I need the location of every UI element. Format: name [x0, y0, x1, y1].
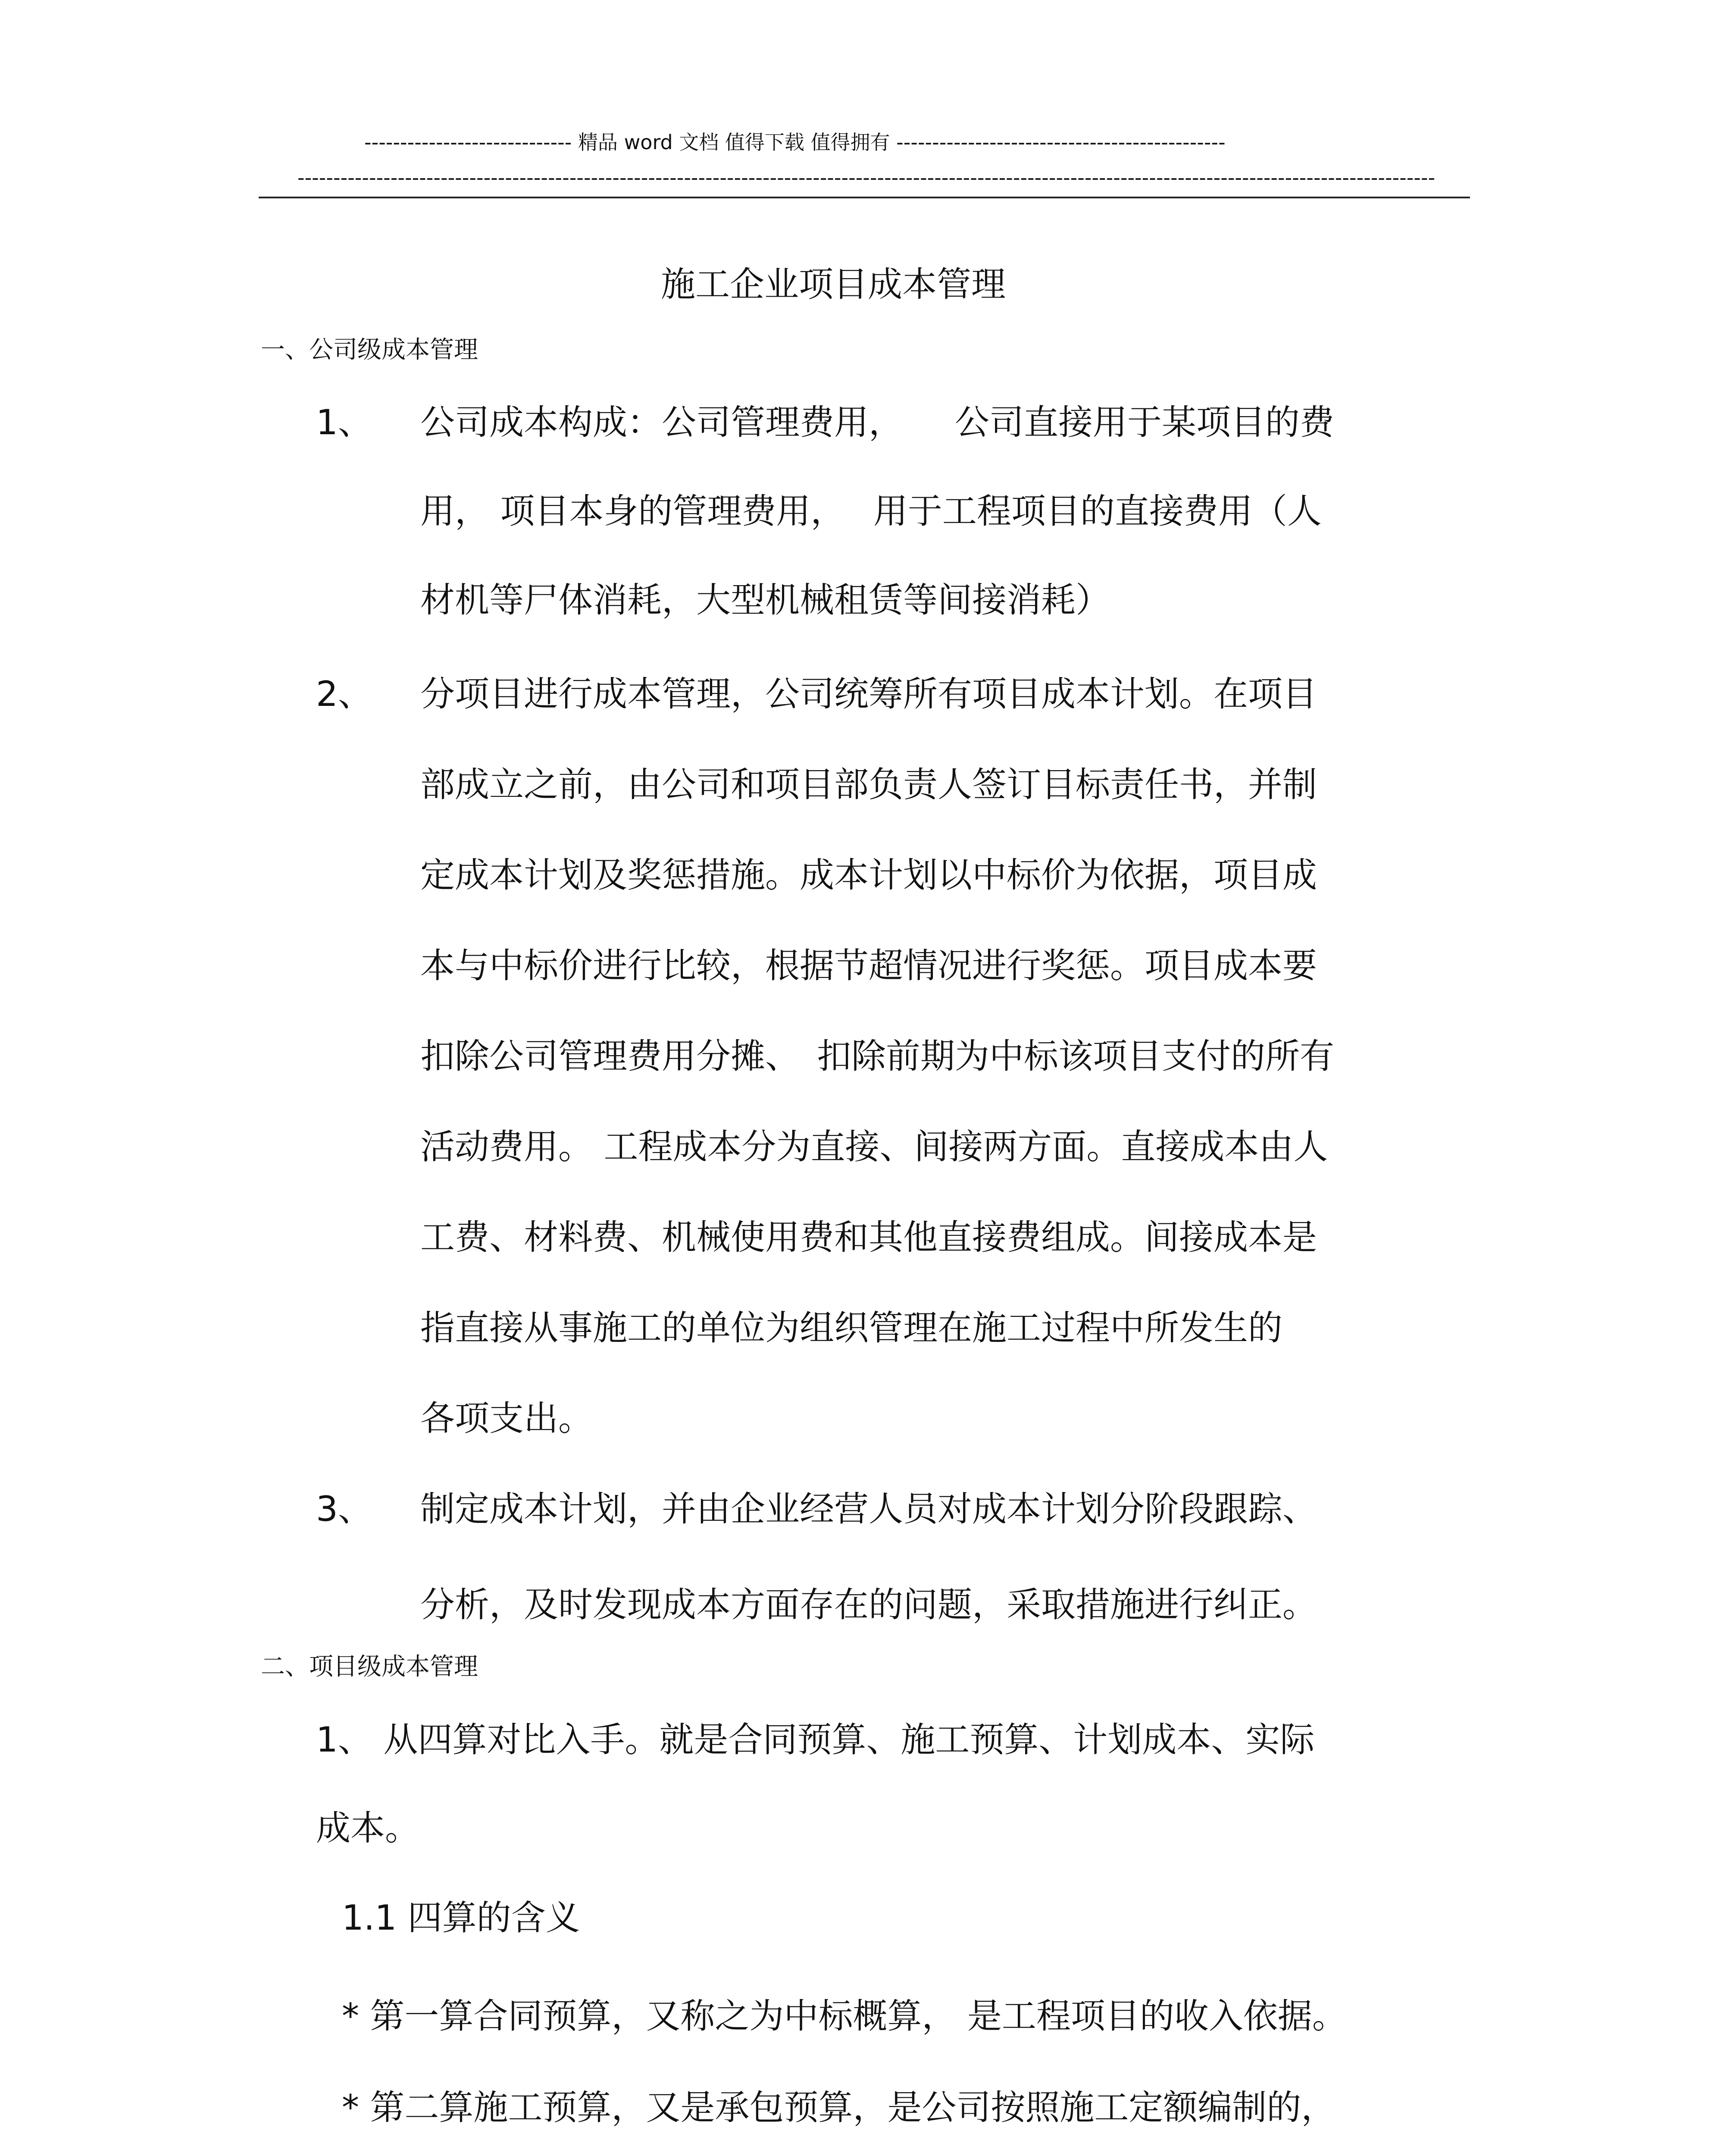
document-title: 施工企业项目成本管理 — [661, 264, 1006, 304]
bullet-item-2-line1: * 第二算施工预算，又是承包预算，是公司按照施工定额编制的， — [342, 2087, 1336, 2128]
item2-line4: 本与中标价进行比较，根据节超情况进行奖惩。项目成本要 — [420, 946, 1317, 986]
page-header-line2: --------------------------------------------------------------------------------------------------------------------------------------------------------------- — [297, 166, 1436, 189]
item2-number: 2、 — [316, 674, 372, 714]
item3-line2: 分析，及时发现成本方面存在的问题，采取措施进行纠正。 — [420, 1585, 1317, 1625]
item1-line1: 公司成本构成：公司管理费用， 公司直接用于某项目的费 — [420, 402, 1334, 442]
item2-line9: 各项支出。 — [420, 1398, 593, 1438]
section2-heading: 二、项目级成本管理 — [261, 1653, 478, 1681]
section1-heading: 一、公司级成本管理 — [261, 336, 478, 364]
item3-number: 3、 — [316, 1489, 372, 1529]
item1-line3: 材机等尸体消耗，大型机械租赁等间接消耗） — [420, 580, 1110, 620]
item2-line5: 扣除公司管理费用分摊、 扣除前期为中标该项目支付的所有 — [420, 1036, 1334, 1076]
item2-line1: 分项目进行成本管理，公司统筹所有项目成本计划。在项目 — [420, 674, 1317, 714]
header-rule — [259, 197, 1470, 198]
page-header-line1: ----------------------------- 精品 word 文档 值得下载 值得拥有 ---------------------------------------------- — [364, 131, 1226, 154]
section2-para1-line1: 1、 从四算对比入手。就是合同预算、施工预算、计划成本、实际 — [316, 1720, 1315, 1760]
item2-line2: 部成立之前，由公司和项目部负责人签订目标责任书，并制 — [420, 765, 1317, 805]
item2-line6: 活动费用。 工程成本分为直接、间接两方面。直接成本由人 — [420, 1127, 1328, 1167]
section2-para1-line2: 成本。 — [316, 1808, 419, 1848]
item2-line7: 工费、材料费、机械使用费和其他直接费组成。间接成本是 — [420, 1217, 1317, 1257]
item1-line2: 用， 项目本身的管理费用， 用于工程项目的直接费用（人 — [420, 491, 1322, 531]
item2-line3: 定成本计划及奖惩措施。成本计划以中标价为依据，项目成 — [420, 855, 1317, 895]
item2-line8: 指直接从事施工的单位为组织管理在施工过程中所发生的 — [420, 1308, 1282, 1348]
item1-number: 1、 — [316, 402, 372, 442]
item3-line1: 制定成本计划，并由企业经营人员对成本计划分阶段跟踪、 — [420, 1489, 1317, 1529]
bullet-item-1: * 第一算合同预算，又称之为中标概算， 是工程项目的收入依据。 — [342, 1996, 1347, 2036]
subsection-heading: 1.1 四算的含义 — [342, 1898, 580, 1938]
